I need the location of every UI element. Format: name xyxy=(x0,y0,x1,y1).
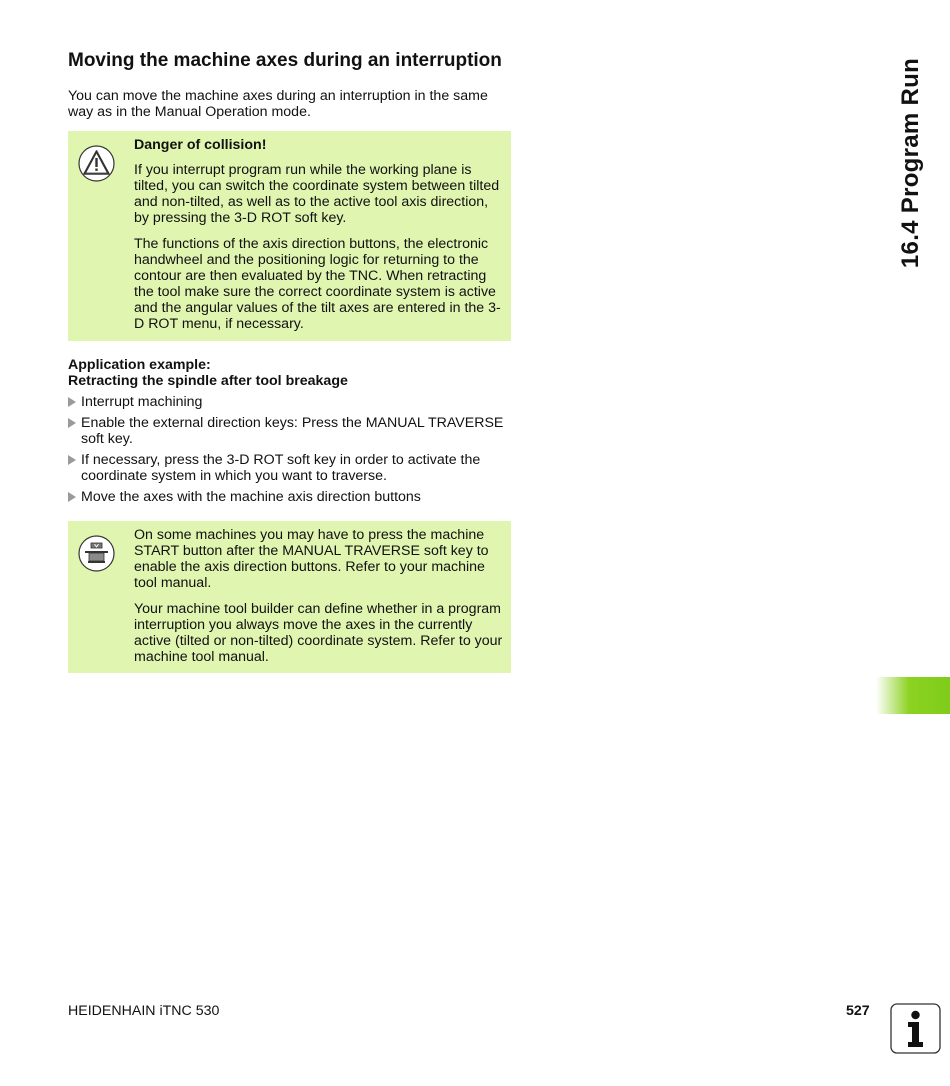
warning-triangle-icon xyxy=(78,145,115,182)
application-example-subtitle: Retracting the spindle after tool breakage xyxy=(68,373,348,389)
page-number: 527 xyxy=(846,1003,870,1019)
machine-note-paragraph-1: On some machines you may have to press the machine START button after the MANUAL TRAVERSE soft key to enable the axis direction buttons. Refer to your machine tool manual. xyxy=(134,527,489,591)
step-arrow-icon xyxy=(68,492,76,502)
step-list xyxy=(68,394,511,510)
step-arrow-icon xyxy=(68,397,76,407)
step-arrow-icon xyxy=(68,455,76,465)
chapter-side-title xyxy=(891,50,931,275)
collision-warning-box xyxy=(68,131,511,341)
machine-icon xyxy=(78,535,115,572)
intro-text: You can move the machine axes during an interruption in the same way as in the Manual Operation mode. xyxy=(68,88,488,120)
application-example-title xyxy=(68,357,508,389)
list-item xyxy=(68,415,511,447)
chapter-tab-marker xyxy=(876,677,950,714)
machine-note-paragraph-2: Your machine tool builder can define whether in a program interruption you always move the axes in the currently active (tilted or non-tilted) coordinate system. Refer to your machine tool manual. xyxy=(134,601,503,665)
list-item xyxy=(68,452,511,484)
step-text: Enable the external direction keys: Press the MANUAL TRAVERSE soft key. xyxy=(81,415,504,447)
application-example-label: Application example: xyxy=(68,357,211,373)
warning-paragraph-1: If you interrupt program run while the working plane is tilted, you can switch the coordinate system between tilted and non-tilted, as well as to the active tool axis direction, by pressing the 3-D ROT soft key. xyxy=(134,162,500,226)
info-icon xyxy=(890,1003,941,1054)
step-text: Interrupt machining xyxy=(81,394,203,410)
footer-manual-name: HEIDENHAIN iTNC 530 xyxy=(68,1003,220,1019)
warning-paragraph-2: The functions of the axis direction buttons, the electronic handwheel and the positioning logic for returning to the contour are then evaluated by the TNC. When retracting the tool make sure the correct coordinate system is active and the angular values of the tilt axes are entered in the 3-D ROT menu, if necessary. xyxy=(134,236,501,332)
list-item xyxy=(68,489,511,505)
step-text: Move the axes with the machine axis direction buttons xyxy=(81,489,421,505)
machine-note-box xyxy=(68,521,511,673)
warning-title: Danger of collision! xyxy=(134,137,267,153)
step-text: If necessary, press the 3-D ROT soft key in order to activate the coordinate system in which you want to traverse. xyxy=(81,452,481,484)
list-item xyxy=(68,394,511,410)
step-arrow-icon xyxy=(68,418,76,428)
chapter-side-title-text: 16.4 Program Run xyxy=(897,57,924,268)
page-heading: Moving the machine axes during an interruption xyxy=(68,50,502,71)
